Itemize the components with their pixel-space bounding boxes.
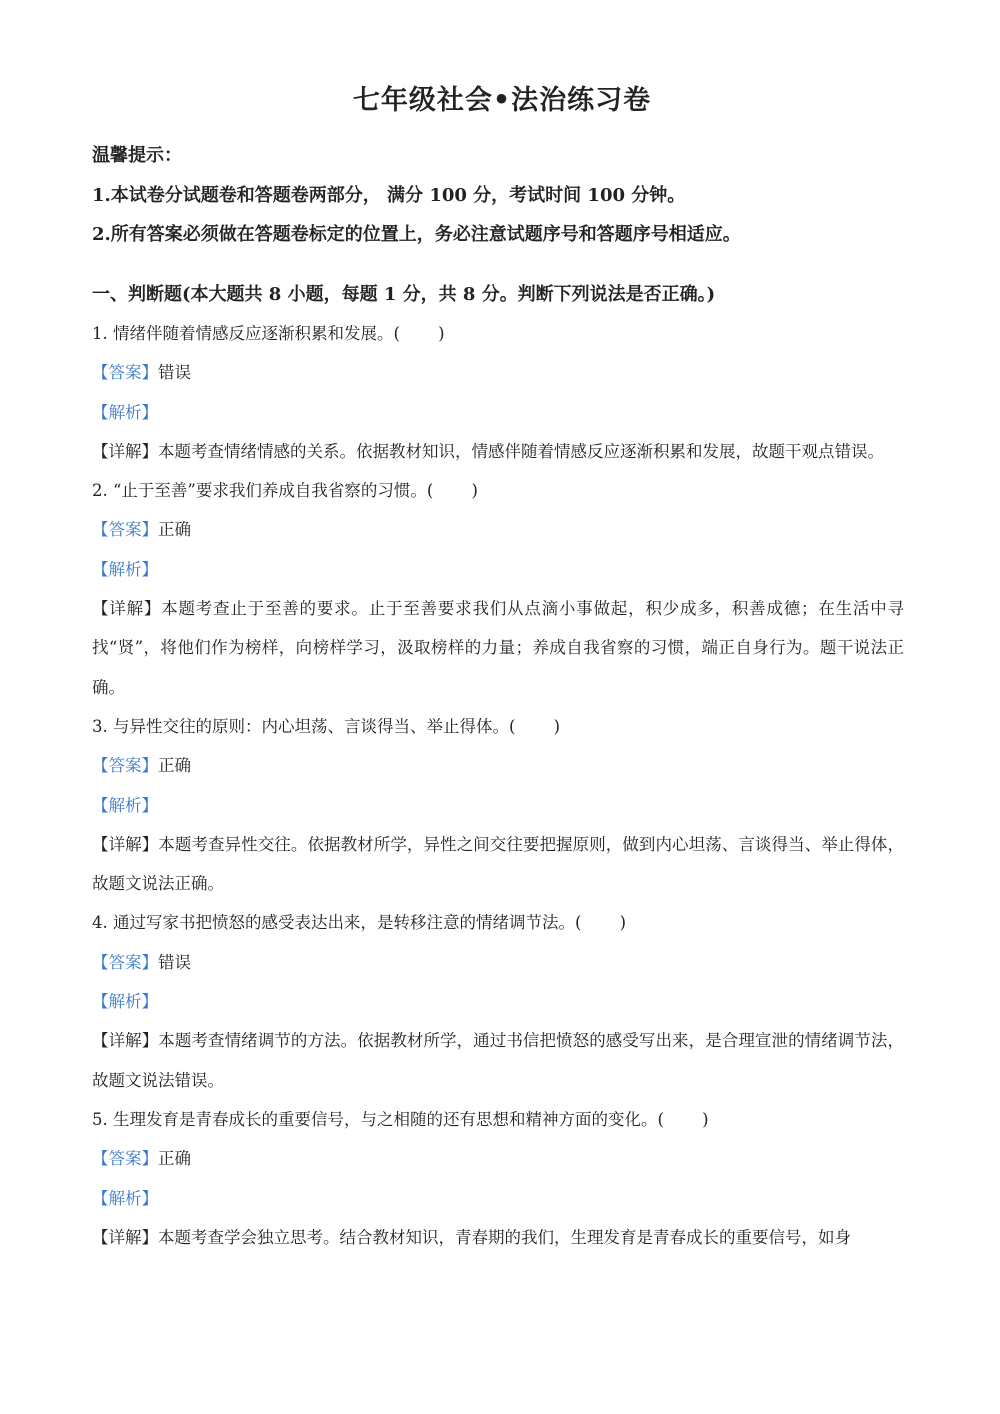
answer-tag: 【答案】 [92, 756, 158, 776]
answer-tag: 【答案】 [92, 363, 158, 383]
notice-heading: 温馨提示： [92, 145, 182, 166]
analysis-tag: 【解析】 [92, 992, 158, 1012]
notice-item-1: 1.本试卷分试题卷和答题卷两部分， 满分 100 分，考试时间 100 分钟。 [92, 184, 686, 206]
notice-item-2: 2.所有答案必须做在答题卷标定的位置上，务必注意试题序号和答题序号相适应。 [92, 224, 741, 245]
answer-line [92, 746, 912, 785]
question-stem: 5. 生理发育是青春成长的重要信号，与之相随的还有思想和精神方面的变化。( ) [92, 1109, 709, 1129]
detail-text: 本题考查止于至善的要求。止于至善要求我们从点滴小事做起，积少成多，积善成德；在生活中寻找“贤”，将他们作为榜样，向榜样学习，汲取榜样的力量；养成自我省察的习惯，端正自身行为。题干说法正确。 [92, 599, 905, 697]
answer-tag: 【答案】 [92, 520, 158, 540]
answer-line [92, 1139, 912, 1178]
detail-text: 本题考查学会独立思考。结合教材知识，青春期的我们，生理发育是青春成长的重要信号，如身 [158, 1227, 851, 1247]
question-stem: 3. 与异性交往的原则：内心坦荡、言谈得当、举止得体。( ) [92, 716, 561, 736]
analysis-line [92, 550, 912, 589]
detail-tag: 【详解】 [92, 1031, 159, 1051]
detail-tag: 【详解】 [92, 1227, 158, 1247]
answer-value: 正确 [158, 520, 191, 540]
detail-paragraph [92, 1218, 912, 1257]
analysis-line [92, 982, 912, 1021]
analysis-tag: 【解析】 [92, 559, 158, 579]
analysis-line [92, 1179, 912, 1218]
analysis-tag: 【解析】 [92, 402, 158, 422]
analysis-line [92, 393, 912, 432]
page-title: 七年级社会•法治练习卷 [352, 85, 652, 116]
detail-paragraph [92, 1021, 904, 1100]
question-block-1 [92, 314, 912, 471]
analysis-tag: 【解析】 [92, 795, 158, 815]
answer-line [92, 353, 912, 392]
detail-text: 本题考查情绪调节的方法。依据教材所学，通过书信把愤怒的感受写出来，是合理宣泄的情绪调节法，故题文说法错误。 [92, 1031, 905, 1090]
answer-value: 错误 [158, 952, 191, 972]
answer-tag: 【答案】 [92, 952, 158, 972]
question-stem: 4. 通过写家书把愤怒的感受表达出来，是转移注意的情绪调节法。( ) [92, 913, 627, 933]
answer-tag: 【答案】 [92, 1149, 158, 1169]
answer-line [92, 943, 912, 982]
answer-line [92, 510, 912, 549]
detail-tag: 【详解】 [92, 441, 158, 461]
analysis-line [92, 786, 912, 825]
detail-paragraph [92, 432, 904, 471]
analysis-tag: 【解析】 [92, 1188, 158, 1208]
detail-tag: 【详解】 [92, 834, 159, 854]
question-stem: 1. 情绪伴随着情感反应逐渐积累和发展。( ) [92, 324, 445, 343]
question-block-3 [92, 707, 912, 903]
detail-paragraph [92, 825, 904, 904]
detail-tag: 【详解】 [92, 599, 162, 619]
question-stem: 2. “止于至善”要求我们养成自我省察的习惯。( ) [92, 481, 478, 501]
answer-value: 正确 [158, 756, 191, 776]
question-block-4 [92, 903, 912, 1099]
section-spacer [92, 255, 912, 275]
section-title: 一、判断题(本大题共 8 小题，每题 1 分，共 8 分。判断下列说法是否正确。) [92, 283, 716, 305]
detail-text: 本题考查情绪情感的关系。依据教材知识，情感伴随着情感反应逐渐积累和发展，故题干观点错误。 [158, 441, 884, 461]
answer-value: 错误 [158, 363, 191, 383]
answer-value: 正确 [158, 1149, 191, 1169]
detail-text: 本题考查异性交往。依据教材所学，异性之间交往要把握原则，做到内心坦荡、言谈得当、举止得体，故题文说法正确。 [92, 834, 905, 894]
detail-paragraph [92, 589, 904, 707]
question-block-2 [92, 471, 912, 707]
exam-page [92, 80, 912, 1257]
question-block-5 [92, 1100, 912, 1257]
